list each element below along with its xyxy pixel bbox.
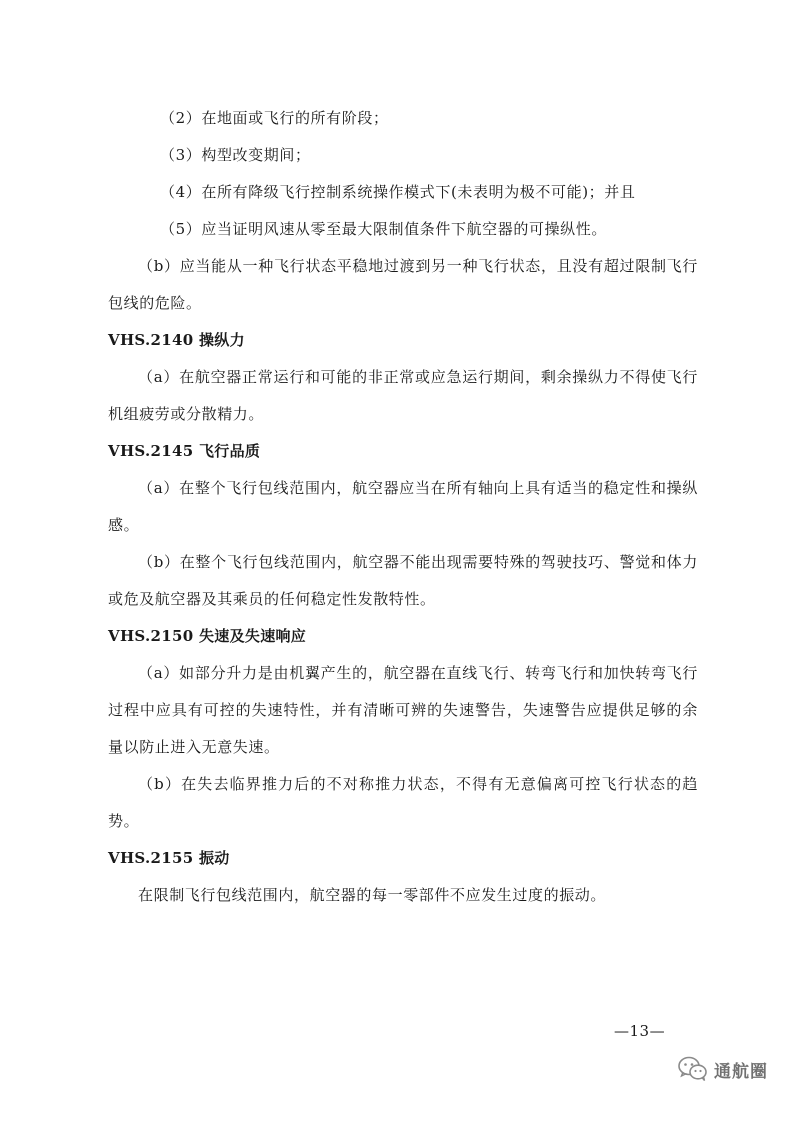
watermark <box>678 1056 768 1082</box>
section-2150-paragraph-a: （a）如部分升力是由机翼产生的，航空器在直线飞行、转弯飞行和加快转弯飞行过程中应具有可控的失速特性，并有清晰可辨的失速警告，失速警告应提供足够的余量以防止进入无意失速。 <box>108 664 698 756</box>
section-2145-paragraph-a: （a）在整个飞行包线范围内，航空器应当在所有轴向上具有适当的稳定性和操纵感。 <box>108 479 698 534</box>
section-heading-2150: VHS.2150 失速及失速响应 <box>108 627 307 645</box>
section-2150-paragraph-b: （b）在失去临界推力后的不对称推力状态，不得有无意偏离可控飞行状态的趋势。 <box>108 775 698 830</box>
section-2140-paragraph-a: （a）在航空器正常运行和可能的非正常或应急运行期间，剩余操纵力不得使飞行机组疲劳或分散精力。 <box>108 368 698 423</box>
list-item-3: （3）构型改变期间； <box>160 146 311 164</box>
watermark-logo-text: 通航圈 <box>714 1061 768 1082</box>
section-heading-2145: VHS.2145 飞行品质 <box>108 442 261 460</box>
section-heading-2155: VHS.2155 振动 <box>108 849 230 867</box>
section-heading-2140: VHS.2140 操纵力 <box>108 331 245 349</box>
section-2145-paragraph-b: （b）在整个飞行包线范围内，航空器不能出现需要特殊的驾驶技巧、警觉和体力或危及航空器及其乘员的任何稳定性发散特性。 <box>108 553 698 608</box>
wechat-icon <box>678 1056 708 1082</box>
list-item-4: （4）在所有降级飞行控制系统操作模式下(未表明为极不可能)；并且 <box>160 183 636 201</box>
paragraph-b: （b）应当能从一种飞行状态平稳地过渡到另一种飞行状态，且没有超过限制飞行包线的危险。 <box>108 257 698 312</box>
section-2155-paragraph: 在限制飞行包线范围内，航空器的每一零部件不应发生过度的振动。 <box>138 886 607 904</box>
document-body <box>108 100 698 914</box>
list-item-2: （2）在地面或飞行的所有阶段； <box>160 109 389 127</box>
list-item-5: （5）应当证明风速从零至最大限制值条件下航空器的可操纵性。 <box>160 220 607 238</box>
page-number: —13— <box>614 1022 666 1040</box>
